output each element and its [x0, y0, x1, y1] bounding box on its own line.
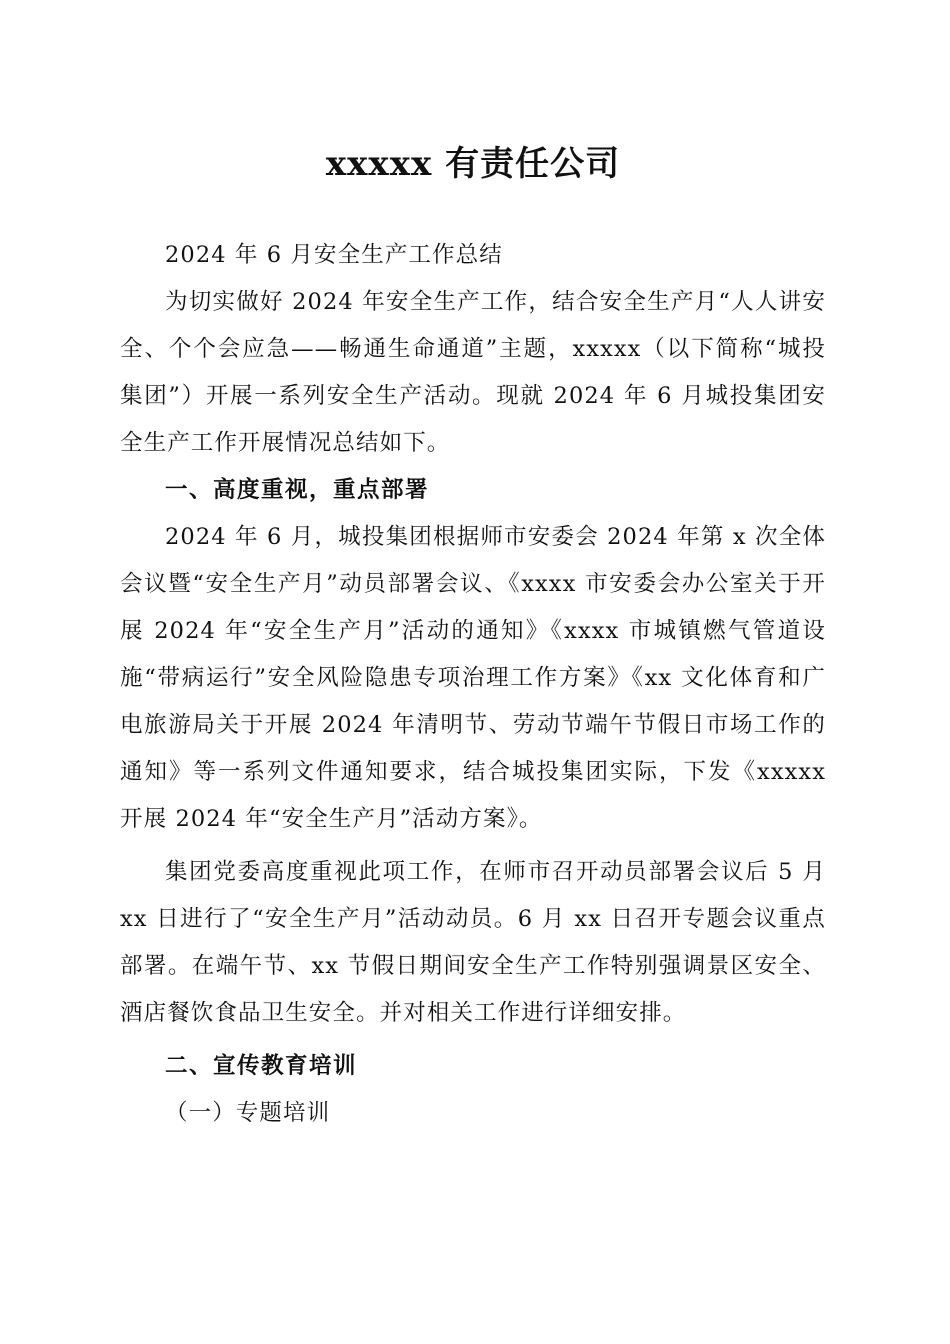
section-1-paragraph-1: 2024 年 6 月，城投集团根据师市安委会 2024 年第 x 次全体会议暨“安全生产月”动员部署会议、《xxxx 市安委会办公室关于开展 2024 年“安全生产月”活动的通知》《xxxx 市城镇燃气管道设施“带病运行”安全风险隐患专项治理工作方案》《xx 文化体育和广电旅游局关于开展 2024 年清明节、劳动节端午节假日市场工作的通知》等一系列文件通知要求，结合城投集团实际，下发《xxxxx 开展 2024 年“安全生产月”活动方案》。: [120, 524, 826, 832]
section-1-paragraph-2: 集团党委高度重视此项工作，在师市召开动员部署会议后 5 月 xx 日进行了“安全生产月”活动动员。6 月 xx 日召开专题会议重点部署。在端午节、xx 节假日期间安全生产工作特别强调景区安全、酒店餐饮食品卫生安全。并对相关工作进行详细安排。: [120, 859, 826, 1026]
section-2-heading: 二、宣传教育培训: [165, 1053, 358, 1079]
document-body: [120, 232, 826, 1137]
report-subtitle: 2024 年 6 月安全生产工作总结: [165, 242, 503, 268]
section-2-subheading-1: （一）专题培训: [165, 1100, 331, 1126]
company-title: xxxxx 有责任公司: [325, 144, 621, 184]
intro-paragraph: 为切实做好 2024 年安全生产工作，结合安全生产月“人人讲安全、个个会应急——畅通生命通道”主题，xxxxx（以下简称“城投集团”）开展一系列安全生产活动。现就 2024 年 6 月城投集团安全生产工作开展情况总结如下。: [120, 289, 826, 456]
section-1-heading: 一、高度重视，重点部署: [165, 477, 430, 503]
